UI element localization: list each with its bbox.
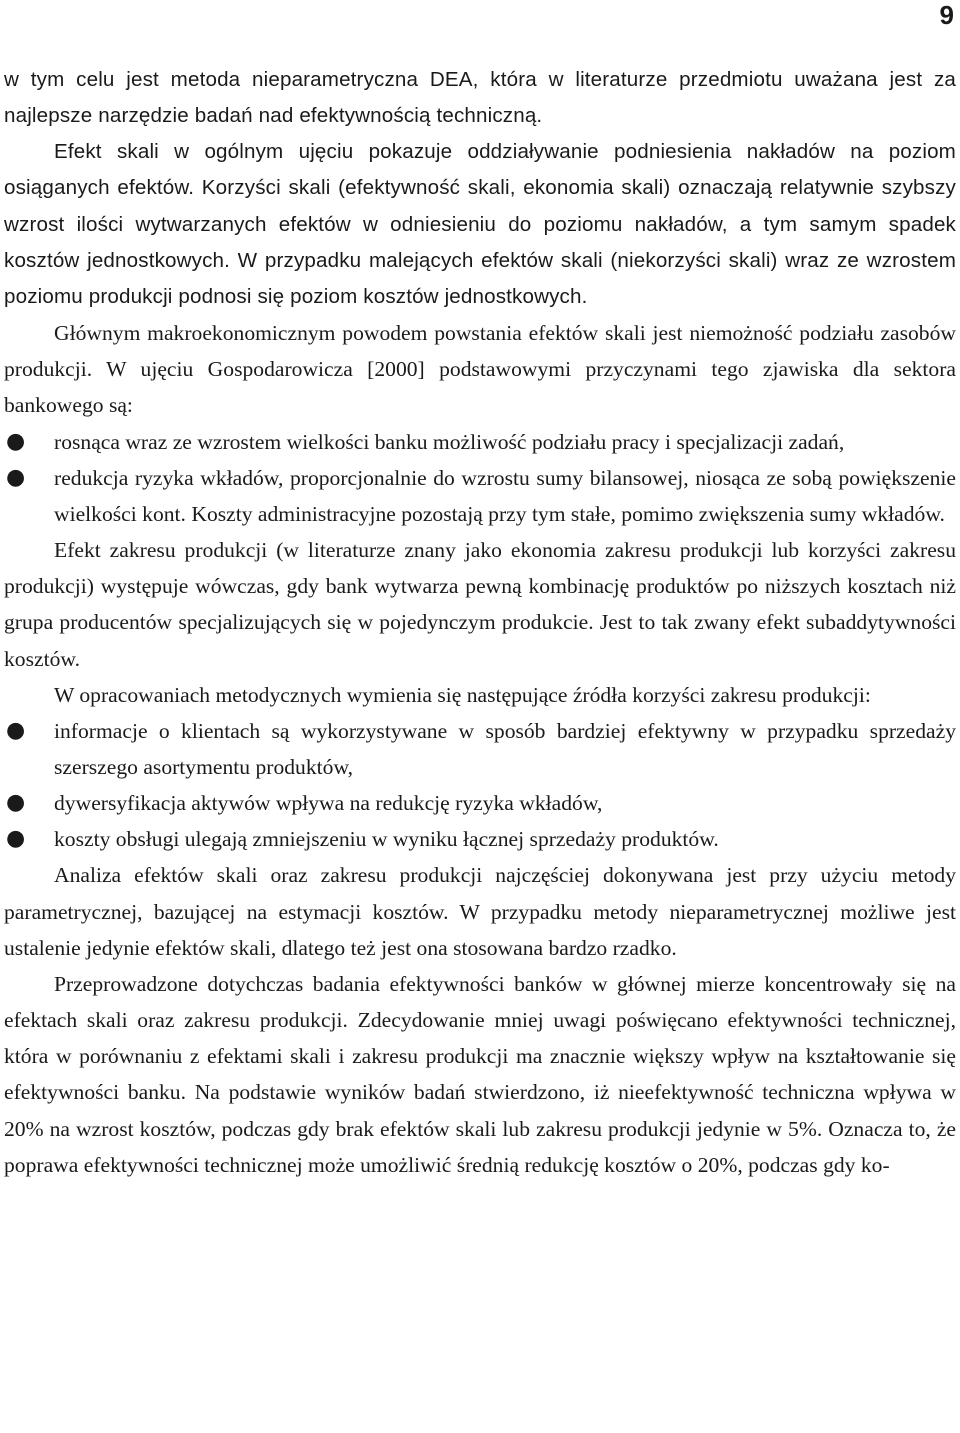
paragraph-3: Głównym makroekonomicznym powodem powstania efektów skali jest niemożność podziału zasobów produkcji. W ujęciu Gospodarowicza [2000] podstawowymi przyczynami tego zjawiska dla sektora bankowego są: — [4, 321, 956, 418]
bullet-icon: ● — [6, 428, 26, 454]
list-item — [4, 424, 956, 460]
page-number: 9 — [939, 0, 954, 30]
paragraph-2: Efekt skali w ogólnym ujęciu pokazuje oddziaływanie podniesienia nakładów na poziom osiąganych efektów. Korzyści skali (efektywność skali, ekonomia skali) oznaczają relatywnie szybszy wzrost ilości wytwarzanych efektów w odniesieniu do poziomu nakładów, a tym samym spadek kosztów jednostkowych. W przypadku malejących efektów skali (niekorzyści skali) wraz ze wzrostem poziomu produkcji podnosi się poziom kosztów jednostkowych. — [4, 140, 956, 308]
body-text — [4, 62, 956, 1183]
list-item — [4, 785, 956, 821]
paragraph-1: w tym celu jest metoda nieparametryczna DEA, która w literaturze przedmiotu uważana jest za najlepsze narzędzie badań nad efektywnością techniczną. — [4, 68, 956, 128]
paragraph-7: Przeprowadzone dotychczas badania efektywności banków w głównej mierze koncentrowały się na efektach skali oraz zakresu produkcji. Zdecydowanie mniej uwagi poświęcano efektywności technicznej, która w porównaniu z efektami skali i zakresu produkcji ma znacznie większy wpływ na kształtowanie się efektywności banku. Na podstawie wyników badań stwierdzono, iż nieefektywność techniczna wpływa w 20% na wzrost kosztów, podczas gdy brak efektów skali lub zakresu produkcji jedynie w 5%. Oznacza to, że poprawa efektywności technicznej może umożliwić średnią redukcję kosztów o 20%, podczas gdy ko- — [4, 971, 956, 1177]
list-item-text: informacje o klientach są wykorzystywane w sposób bardziej efektywny w przypadku sprzedaży szerszego asortymentu produktów, — [54, 718, 956, 779]
list-item-text: rosnąca wraz ze wzrostem wielkości banku możliwość podziału pracy i specjalizacji zadań, — [54, 429, 845, 454]
bullet-icon: ● — [6, 717, 26, 743]
bullet-list-scale-causes — [4, 424, 956, 532]
bullet-icon: ● — [6, 826, 26, 852]
list-item — [4, 713, 956, 785]
list-item-text: redukcja ryzyka wkładów, proporcjonalnie do wzrostu sumy bilansowej, niosąca ze sobą powiększenie wielkości kont. Koszty administracyjne pozostają przy tym stałe, pomimo zwiększenia sumy wkładów. — [54, 465, 956, 526]
list-item-text: koszty obsługi ulegają zmniejszeniu w wyniku łącznej sprzedaży produktów. — [54, 827, 719, 852]
list-item — [4, 460, 956, 532]
paragraph-4: Efekt zakresu produkcji (w literaturze znany jako ekonomia zakresu produkcji lub korzyści zakresu produkcji) występuje wówczas, gdy bank wytwarza pewną kombinację produktów po niższych kosztach niż grupa producentów specjalizujących się w pojedynczym produkcie. Jest to tak zwany efekt subaddytywności kosztów. — [4, 538, 956, 671]
list-item-text: dywersyfikacja aktywów wpływa na redukcję ryzyka wkładów, — [54, 791, 603, 816]
list-item — [4, 821, 956, 857]
paragraph-5: W opracowaniach metodycznych wymienia się następujące źródła korzyści zakresu produkcji: — [54, 682, 871, 707]
bullet-icon: ● — [6, 790, 26, 816]
paragraph-6: Analiza efektów skali oraz zakresu produkcji najczęściej dokonywana jest przy użyciu metody parametrycznej, bazującej na estymacji kosztów. W przypadku metody nieparametrycznej możliwe jest ustalenie jedynie efektów skali, dlatego też jest ona stosowana bardzo rzadko. — [4, 863, 956, 960]
bullet-list-scope-sources — [4, 713, 956, 858]
bullet-icon: ● — [6, 464, 26, 490]
